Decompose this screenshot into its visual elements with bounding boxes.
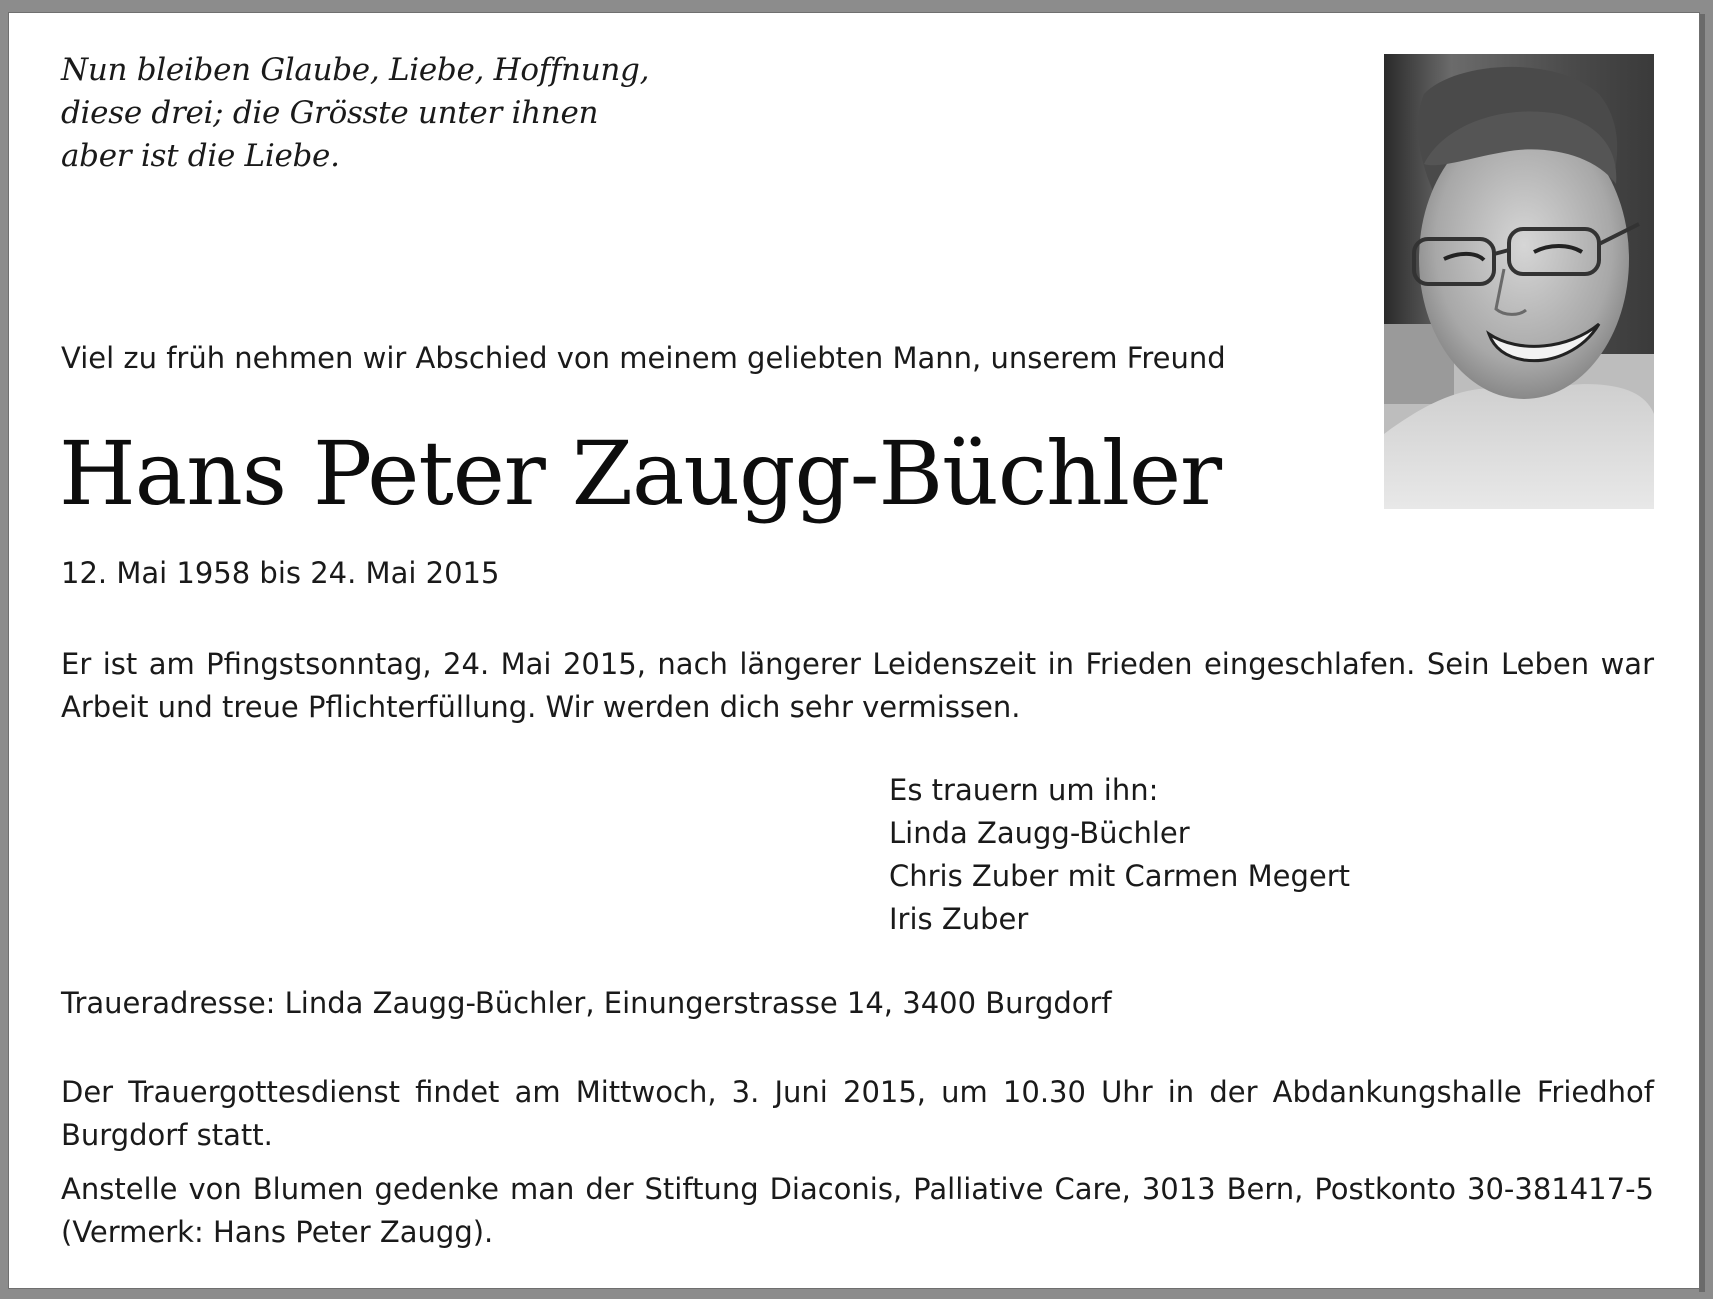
obituary-body: Er ist am Pfingstsonntag, 24. Mai 2015, nach längerer Leidenszeit in Frieden eingeschlafen. Sein Leben war Arbeit und treue Pflichterfüllung. Wir werden dich sehr vermissen.: [61, 647, 1654, 724]
intro-text: Viel zu früh nehmen wir Abschied von meinem geliebten Mann, unserem Freund: [61, 341, 1226, 375]
motto-quote: [61, 49, 649, 178]
mourner-name: Linda Zaugg-Büchler: [889, 816, 1190, 850]
funeral-service-info: Der Trauergottesdienst findet am Mittwoch, 3. Juni 2015, um 10.30 Uhr in der Abdankungshalle Friedhof Burgdorf statt.: [61, 1075, 1654, 1152]
donation-info: Anstelle von Blumen gedenke man der Stiftung Diaconis, Palliative Care, 3013 Bern, Postkonto 30-381417-5 (Vermerk: Hans Peter Zaugg).: [61, 1172, 1654, 1249]
mourners-block: [889, 769, 1350, 941]
deceased-name: Hans Peter Zaugg-Büchler: [59, 422, 1222, 525]
motto-line: aber ist die Liebe.: [61, 138, 340, 174]
portrait-image: [1384, 54, 1654, 509]
portrait-photo: [1384, 54, 1654, 509]
mourner-name: Chris Zuber mit Carmen Megert: [889, 859, 1350, 893]
mourners-heading: Es trauern um ihn:: [889, 773, 1159, 807]
mourner-name: Iris Zuber: [889, 902, 1029, 936]
motto-line: Nun bleiben Glaube, Liebe, Hoffnung,: [61, 52, 650, 88]
mourning-address: Traueradresse: Linda Zaugg-Büchler, Einungerstrasse 14, 3400 Burgdorf: [61, 986, 1112, 1020]
obituary-notice: [8, 12, 1700, 1289]
life-dates: 12. Mai 1958 bis 24. Mai 2015: [61, 556, 500, 590]
motto-line: diese drei; die Grösste unter ihnen: [61, 95, 599, 131]
